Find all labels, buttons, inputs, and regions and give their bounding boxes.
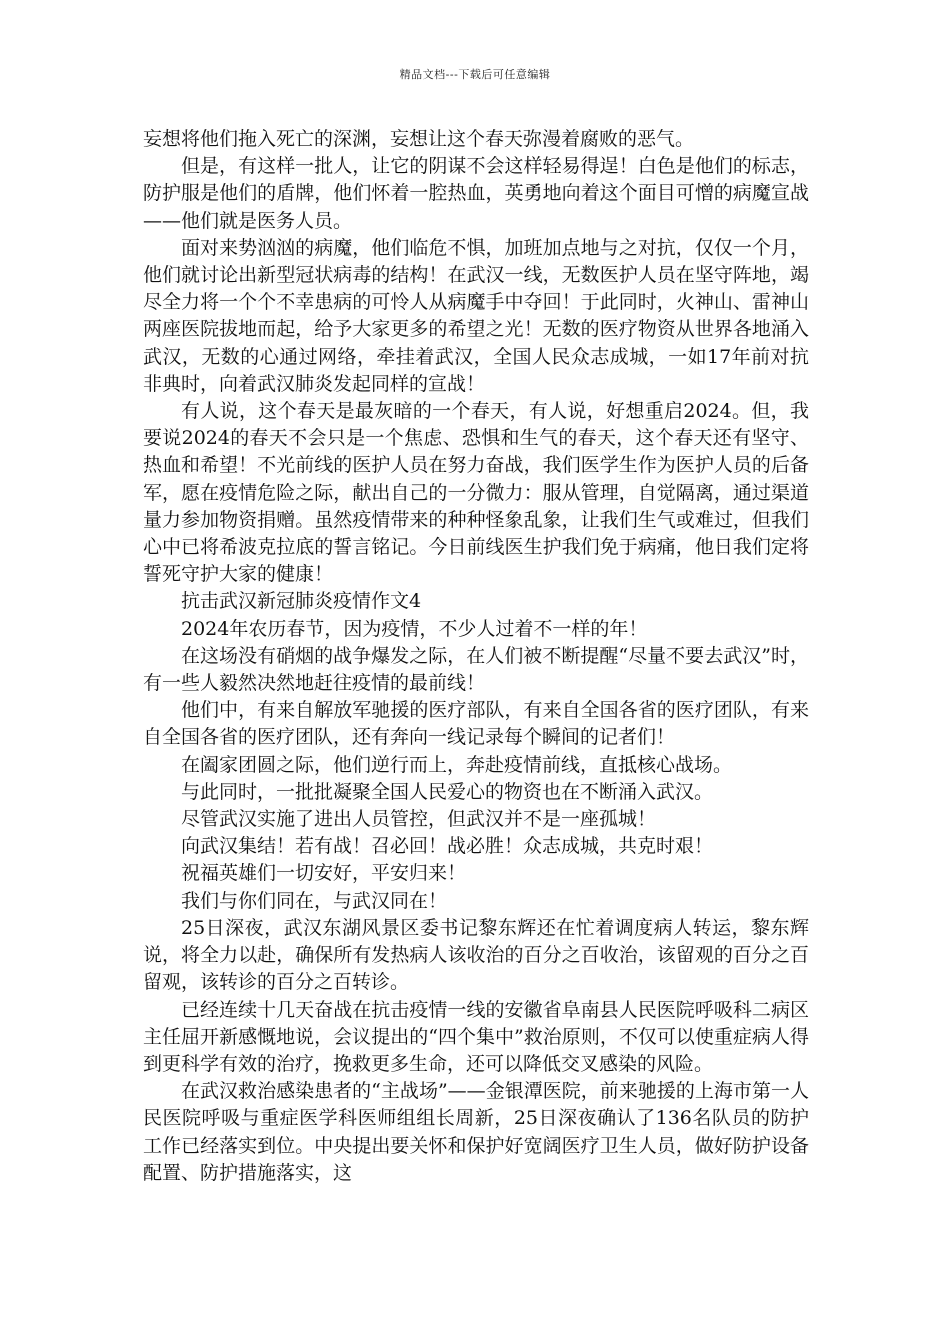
paragraph: 在这场没有硝烟的战争爆发之际，在人们被不断提醒“尽量不要去武汉”时，有一些人毅然决然地赶往疫情的最前线！ — [143, 644, 809, 695]
paragraph: 祝福英雄们一切安好，平安归来！ — [181, 862, 467, 885]
paragraph: 我们与你们同在，与武汉同在！ — [181, 889, 448, 912]
document-body — [143, 126, 809, 1187]
paragraph: 在武汉救治感染患者的“主战场”——金银潭医院，前来驰援的上海市第一人民医院呼吸与重症医学科医师组组长周新，25日深夜确认了136名队员的防护工作已经落实到位。中央提出要关怀和保护好宽阔医疗卫生人员，做好防护设备配置、防护措施落实，这 — [143, 1080, 809, 1184]
paragraph: 在阖家团圆之际，他们逆行而上，奔赴疫情前线，直抵核心战场。 — [181, 753, 733, 776]
paragraph: 25日深夜，武汉东湖风景区委书记黎东辉还在忙着调度病人转运，黎东辉说，将全力以赴，确保所有发热病人该收治的百分之百收治，该留观的百分之百留观，该转诊的百分之百转诊。 — [143, 916, 809, 994]
paragraph: 尽管武汉实施了进出人员管控，但武汉并不是一座孤城！ — [181, 808, 657, 831]
paragraph: 面对来势汹汹的病魔，他们临危不惧，加班加点地与之对抗，仅仅一个月，他们就讨论出新型冠状病毒的结构！在武汉一线，无数医护人员在坚守阵地，竭尽全力将一个个不幸患病的可怜人从病魔手中夺回！于此同时，火神山、雷神山两座医院拔地而起，给予大家更多的希望之光！无数的医疗物资从世界各地涌入武汉，无数的心通过网络，牵挂着武汉，全国人民众志成城，一如17年前对抗非典时，向着武汉肺炎发起同样的宣战！ — [143, 236, 809, 395]
paragraph: 向武汉集结！若有战！召必回！战必胜！众志成城，共克时艰！ — [181, 835, 714, 858]
paragraph: 有人说，这个春天是最灰暗的一个春天，有人说，好想重启2024。但，我要说2024的春天不会只是一个焦虑、恐惧和生气的春天，这个春天还有坚守、热血和希望！不光前线的医护人员在努力奋战，我们医学生作为医护人员的后备军，愿在疫情危险之际，献出自己的一分微力：服从管理，自觉隔离，通过渠道量力参加物资捐赠。虽然疫情带来的种种怪象乱象，让我们生气或难过，但我们心中已将希波克拉底的誓言铭记。今日前线医生护我们免于病痛，他日我们定将誓死守护大家的健康！ — [143, 400, 809, 586]
section-title: 抗击武汉新冠肺炎疫情作文4 — [181, 590, 422, 613]
paragraph: 但是，有这样一批人，让它的阴谋不会这样轻易得逞！白色是他们的标志，防护服是他们的盾牌，他们怀着一腔热血，英勇地向着这个面目可憎的病魔宣战——他们就是医务人员。 — [143, 155, 809, 232]
paragraph: 他们中，有来自解放军驰援的医疗部队，有来自全国各省的医疗团队，有来自全国各省的医疗团队，还有奔向一线记录每个瞬间的记者们！ — [143, 699, 809, 749]
paragraph: 已经连续十几天奋战在抗击疫情一线的安徽省阜南县人民医院呼吸科二病区主任屈开新感慨地说，会议提出的“四个集中”救治原则，不仅可以使重症病人得到更科学有效的治疗，挽救更多生命，还可以降低交叉感染的风险。 — [143, 998, 809, 1075]
paragraph: 2024年农历春节，因为疫情，不少人过着不一样的年！ — [181, 617, 648, 640]
page-header: 精品文档---下载后可任意编辑 — [399, 68, 551, 81]
paragraph: 与此同时，一批批凝聚全国人民爱心的物资也在不断涌入武汉。 — [181, 780, 714, 803]
paragraph: 妄想将他们拖入死亡的深渊，妄想让这个春天弥漫着腐败的恶气。 — [143, 128, 695, 150]
